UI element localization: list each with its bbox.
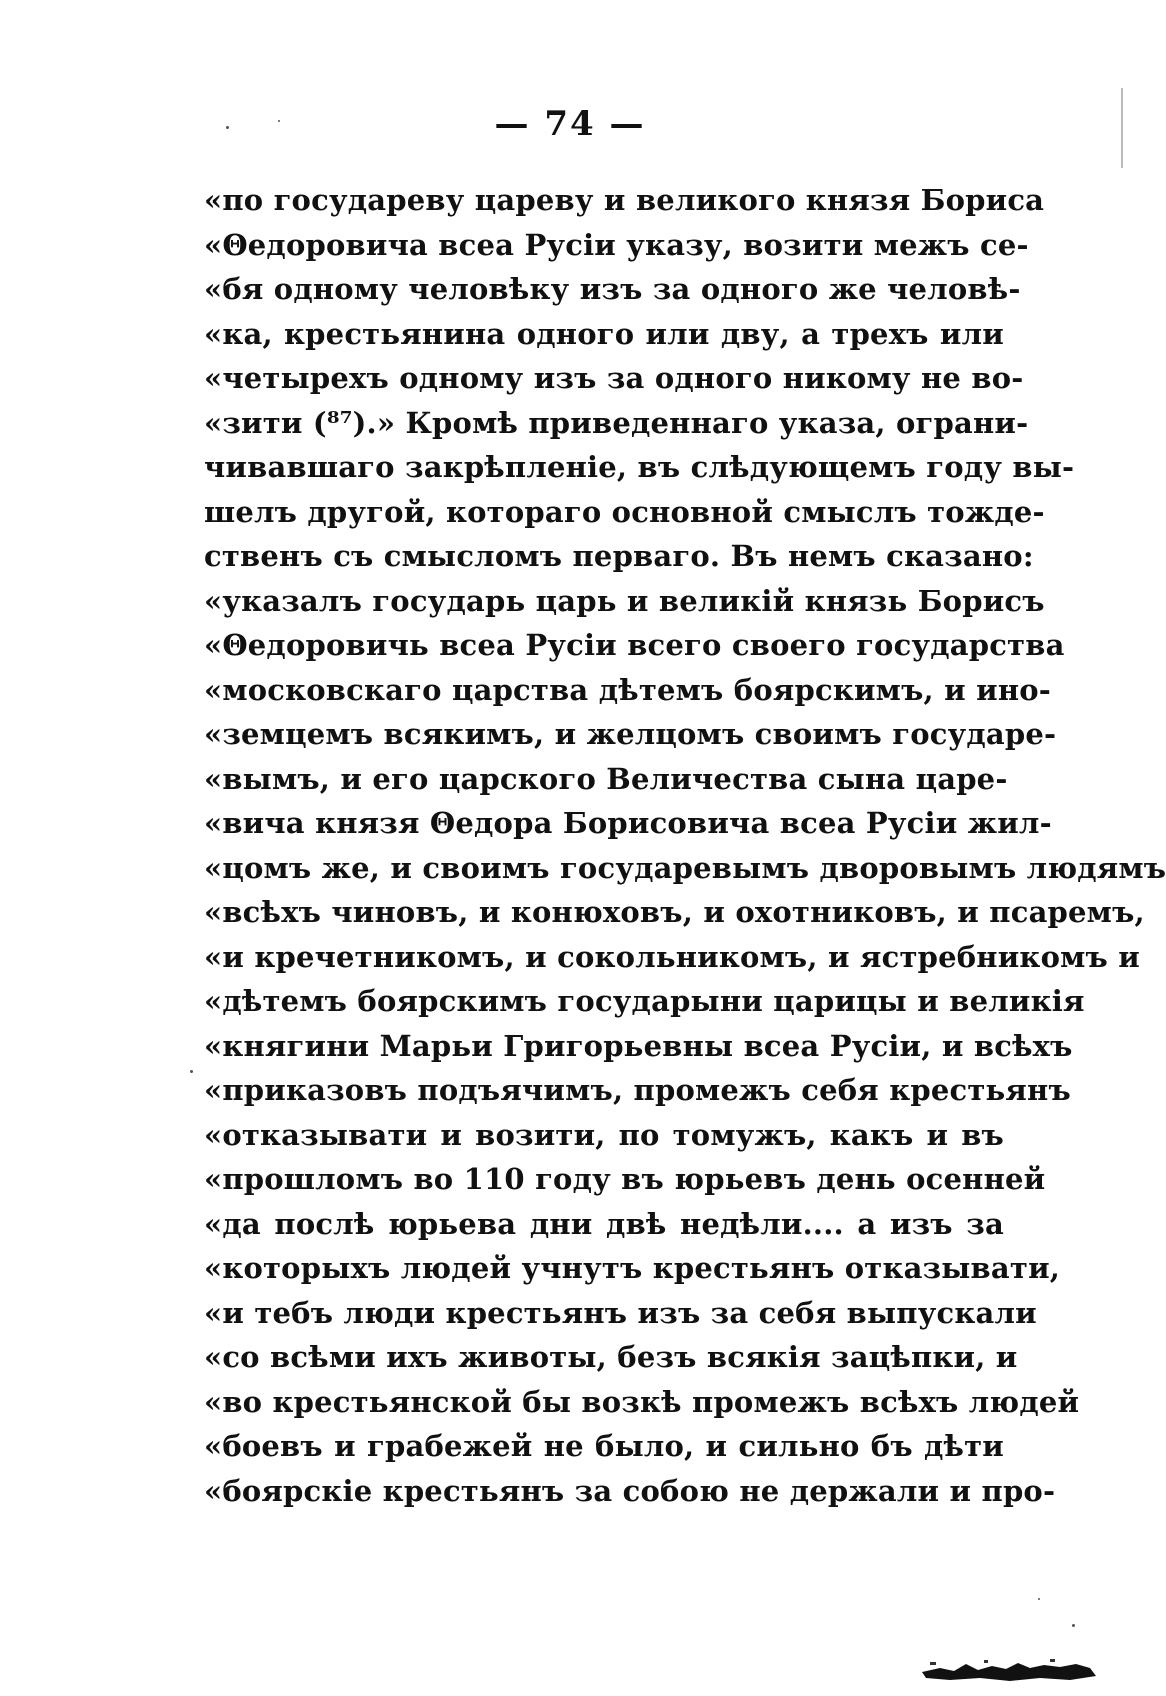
text-line: «боевъ и грабежей не было, и сильно бъ дѣти — [204, 1429, 1004, 1463]
text-line: «бя одному человѣку изъ за одного же человѣ- — [204, 272, 1021, 306]
text-line: «со всѣми ихъ животы, безъ всякія зацѣпки, и — [204, 1340, 1018, 1374]
text-line: «по государеву цареву и великого князя Бориса — [204, 183, 1045, 217]
text-line: «зити (⁸⁷).» Кромѣ приведеннаго указа, ограни- — [204, 405, 1029, 440]
body-text — [204, 178, 1166, 1513]
text-line: «четырехъ одному изъ за одного никому не во- — [204, 361, 1024, 395]
scan-smudge — [920, 1656, 1100, 1686]
text-line: чивавшаго закрѣпленіе, въ слѣдующемъ году вы- — [204, 450, 1075, 484]
text-line: «дѣтемъ боярскимъ государыни царицы и великія — [204, 984, 1085, 1018]
text-line: «боярскіе крестьянъ за собою не держали и про- — [204, 1473, 1056, 1508]
text-line: «которыхъ людей учнутъ крестьянъ отказывати, — [204, 1251, 1061, 1285]
scan-speck — [278, 120, 280, 122]
text-line: «Θедоровича всеа Русіи указу, возити межъ се- — [204, 227, 1029, 262]
scan-speck — [226, 126, 229, 129]
scan-speck — [1072, 1624, 1075, 1627]
text-line: «всѣхъ чиновъ, и конюховъ, и охотниковъ, и псаремъ, — [204, 895, 1145, 929]
text-line: «и тебъ люди крестьянъ изъ за себя выпускали — [204, 1295, 1037, 1330]
scan-speck — [1038, 1598, 1040, 1600]
text-line: «московскаго царства дѣтемъ боярскимъ, и ино- — [204, 672, 1052, 707]
page-number: — 74 — — [494, 104, 646, 144]
text-line: «прошломъ во 110 году въ юрьевъ день осенней — [204, 1162, 1046, 1196]
text-line: «и кречетникомъ, и сокольникомъ, и ястребникомъ и — [204, 939, 1140, 974]
text-line: «земцемъ всякимъ, и желцомъ своимъ государе- — [204, 717, 1057, 751]
text-line: «ка, крестьянина одного или дву, а трехъ или — [204, 316, 1004, 351]
text-line: «цомъ же, и своимъ государевымъ дворовымъ людямъ — [204, 850, 1166, 885]
text-line: «да послѣ юрьева дни двѣ недѣли.... а изъ за — [204, 1206, 1004, 1241]
text-line: «отказывати и возити, по томужъ, какъ и въ — [204, 1117, 1004, 1152]
scan-speck — [190, 1070, 193, 1073]
text-line: ственъ съ смысломъ перваго. Въ немъ сказано: — [204, 539, 1034, 573]
text-line: «княгини Марьи Григорьевны всеа Русіи, и всѣхъ — [204, 1028, 1073, 1063]
text-line: «во крестьянской бы возкѣ промежъ всѣхъ людей — [204, 1384, 1080, 1419]
text-line: «Θедоровичь всеа Русіи всего своего государства — [204, 628, 1065, 662]
text-line: «вымъ, и его царского Величества сына царе- — [204, 761, 1008, 796]
text-line: «приказовъ подъячимъ, промежъ себя крестьянъ — [204, 1073, 1071, 1107]
text-line: «вича князя Θедора Борисовича всеа Русіи жил- — [204, 806, 1052, 840]
text-line: «указалъ государь царь и великій князь Борисъ — [204, 583, 1045, 618]
text-line: шелъ другой, котораго основной смыслъ тожде- — [204, 494, 1045, 529]
